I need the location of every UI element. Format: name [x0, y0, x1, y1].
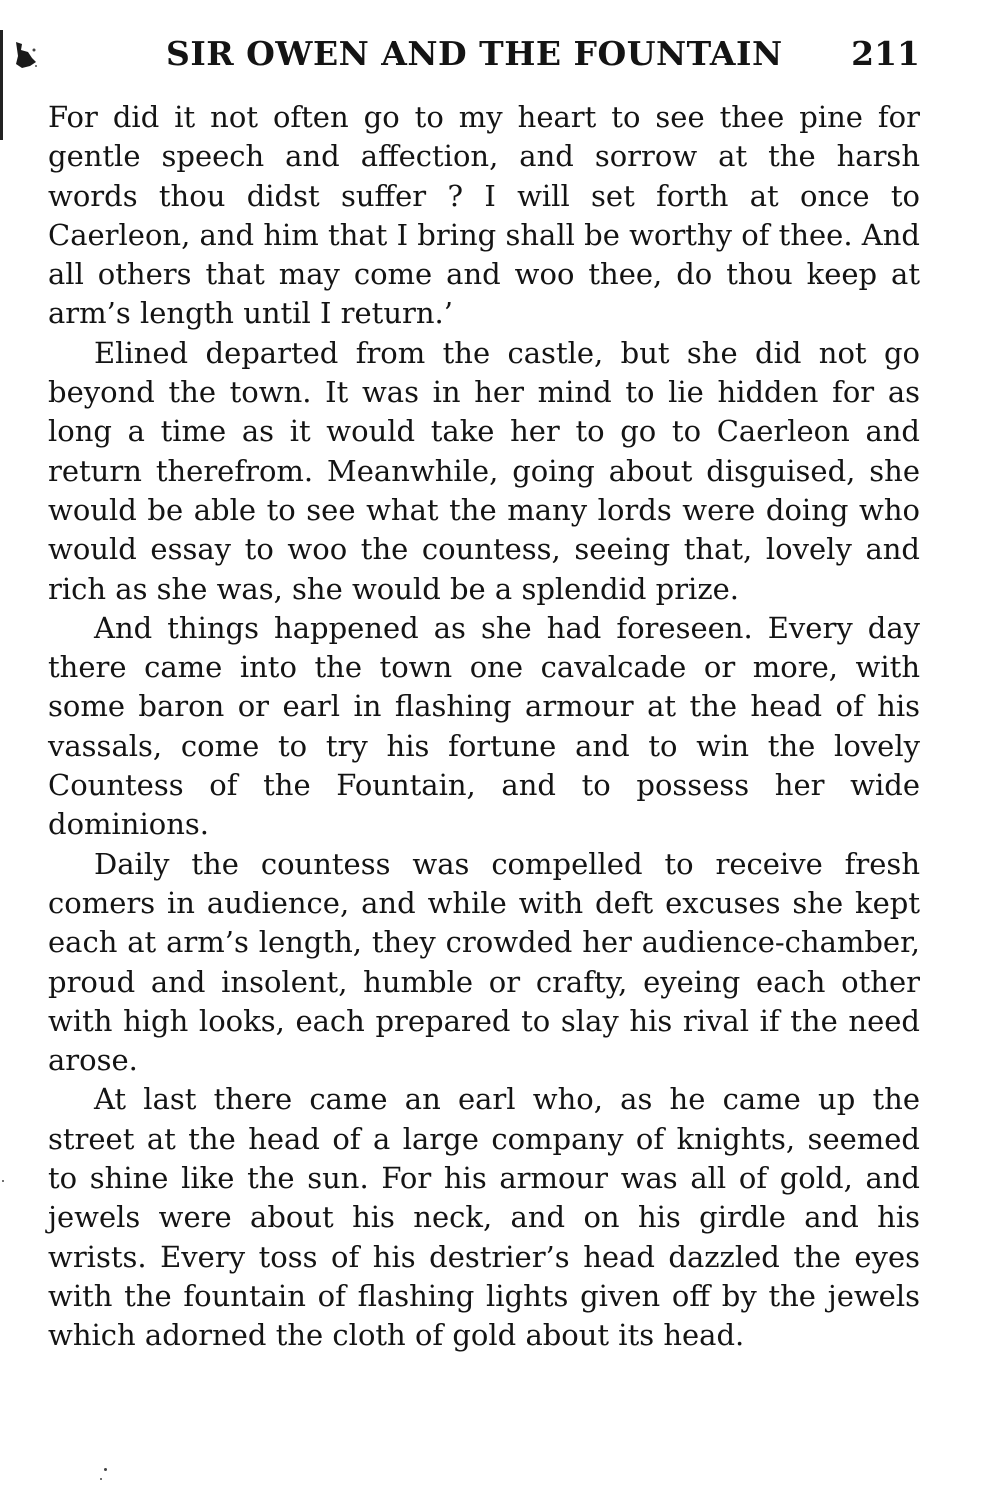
page-number: 211	[851, 34, 920, 73]
paragraph-3: And things happened as she had foreseen. Every day there came into the town one cavalcade or more, with some baron or earl in flashing armour at the head of his vassals, come to try his fortune and to win the lovely Countess of the Fountain, and to possess her wide dominions.	[48, 610, 920, 842]
scan-speck	[2, 1180, 4, 1182]
scan-blot-icon	[12, 40, 38, 70]
paragraph-2: Elined departed from the castle, but she did not go beyond the town. It was in her mind to lie hidden for as long a time as it would take her to go to Caerleon and return therefrom. Meanwhile, going about disguised, she would be able to see what the many lords were doing who would essay to woo the countess, seeing that, lovely and rich as she was, she would be a splendid prize.	[48, 335, 920, 606]
running-title: SIR OWEN AND THE FOUNTAIN	[166, 34, 783, 73]
paragraph-1: For did it not often go to my heart to see thee pine for gentle speech and affection, and sorrow at the harsh words thou didst suffer ? I will set forth at once to Caerleon, and him that I bring shall be worthy of thee. And all others that may come and woo thee, do thou keep at arm’s length until I return.’	[48, 100, 920, 331]
page-header	[48, 30, 920, 78]
body-text	[48, 98, 920, 1356]
paragraph-5: At last there came an earl who, as he came up the street at the head of a large company of knights, seemed to shine like the sun. For his armour was all of gold, and jewels were about his neck, and on his girdle and his wrists. Every toss of his destrier’s head dazzled the eyes with the fountain of flashing lights given off by the jewels which adorned the cloth of gold about its head.	[48, 1082, 920, 1353]
paragraph-4: Daily the countess was compelled to receive fresh comers in audience, and while with deft excuses she kept each at arm’s length, they crowded her audience-chamber, proud and insolent, humble or crafty, eyeing each other with high looks, each prepared to slay his rival if the need arose.	[48, 846, 920, 1078]
scan-speck	[100, 1478, 102, 1480]
scan-speck	[104, 1468, 107, 1471]
scan-edge-shadow	[0, 30, 3, 140]
